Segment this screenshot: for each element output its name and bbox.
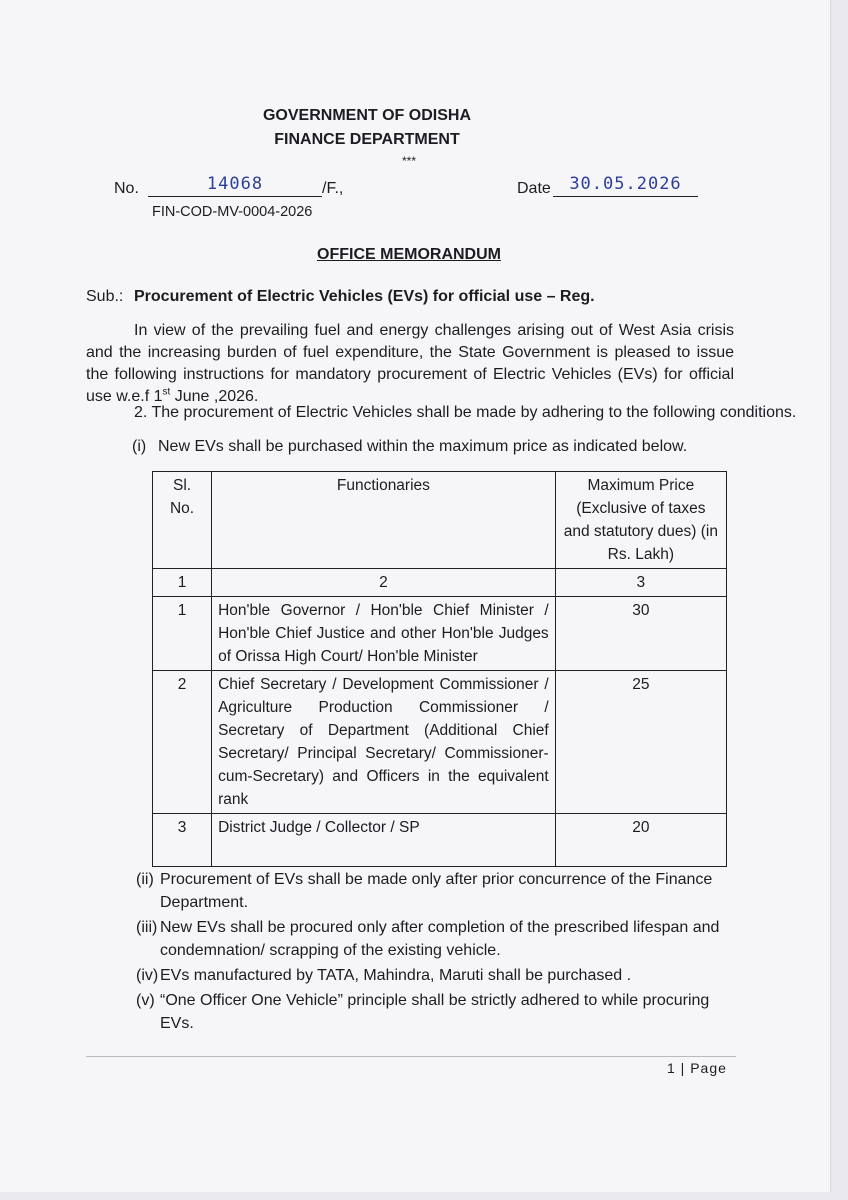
header-max-price: Maximum Price (Exclusive of taxes and statutory dues) (in Rs. Lakh) <box>555 472 726 569</box>
list-item <box>136 916 736 962</box>
column-number: 2 <box>212 569 556 597</box>
list-item-text: New EVs shall be procured only after completion of the prescribed lifespan and condemnation/ scrapping of the existing vehicle. <box>160 919 720 959</box>
list-item <box>136 868 736 914</box>
heading-separator: *** <box>401 154 416 168</box>
row-price: 25 <box>555 671 726 814</box>
paragraph-intro-text: In view of the prevailing fuel and energy challenges arising out of West Asia crisis and the increasing burden of fuel expenditure, the State Government is pleased to issue the following instructions for mandatory procurement of Electric Vehicles (EVs) for official use w.e.f 1 <box>86 322 734 405</box>
page-number: 1 | Page <box>667 1060 727 1076</box>
header-functionaries: Functionaries <box>212 472 556 569</box>
list-item-number: (ii) <box>136 871 154 888</box>
row-functionaries: Chief Secretary / Development Commissioner / Agriculture Production Commissioner / Secretary of Department (Additional Chief Secretary/ Principal Secretary/ Commissioner-cum-Secretary) and Officers in the equivalent rank <box>212 671 556 814</box>
paragraph-intro <box>86 320 734 408</box>
footer-divider <box>86 1056 736 1057</box>
row-functionaries: District Judge / Collector / SP <box>212 814 556 867</box>
date-handwritten: 30.05.2026 <box>553 174 698 197</box>
subject-label: Sub.: <box>86 288 124 305</box>
subject-text: Procurement of Electric Vehicles (EVs) for official use – Reg. <box>134 288 595 305</box>
condition-1-number: (i) <box>132 438 147 455</box>
column-number: 3 <box>555 569 726 597</box>
list-item <box>136 989 736 1035</box>
reference-no-label: No. <box>114 180 139 197</box>
max-price-table <box>152 471 727 867</box>
list-item-number: (iv) <box>136 967 159 984</box>
list-item-text: Procurement of EVs shall be made only after prior concurrence of the Finance Department. <box>160 871 713 911</box>
table-header-row <box>153 472 727 569</box>
table-column-number-row <box>153 569 727 597</box>
condition-1-text: New EVs shall be purchased within the maximum price as indicated below. <box>158 438 688 455</box>
paragraph-conditions: 2. The procurement of Electric Vehicles shall be made by adhering to the following conditions. <box>134 404 797 421</box>
paragraph-intro-end: June ,2026. <box>170 388 259 405</box>
column-number: 1 <box>153 569 212 597</box>
government-heading: GOVERNMENT OF ODISHA <box>262 107 471 124</box>
date-label: Date <box>517 180 551 197</box>
memo-title: OFFICE MEMORANDUM <box>317 246 501 263</box>
department-heading: FINANCE DEPARTMENT <box>274 131 460 148</box>
table-row <box>153 597 727 671</box>
list-item-text: EVs manufactured by TATA, Mahindra, Maruti shall be purchased . <box>160 967 632 984</box>
row-sl: 1 <box>153 597 212 671</box>
conditions-list <box>136 868 736 1037</box>
list-item-number: (iii) <box>136 919 158 936</box>
row-functionaries: Hon'ble Governor / Hon'ble Chief Minister / Hon'ble Chief Justice and other Hon'ble Judges of Orissa High Court/ Hon'ble Minister <box>212 597 556 671</box>
list-item-text: “One Officer One Vehicle” principle shall be strictly adhered to while procuring EVs. <box>160 992 710 1032</box>
row-sl: 2 <box>153 671 212 814</box>
reference-no-suffix: /F., <box>322 180 344 197</box>
reference-no-handwritten: 14068 <box>148 174 322 197</box>
list-item-number: (v) <box>136 992 155 1009</box>
superscript-st: st <box>162 386 171 398</box>
table-row <box>153 671 727 814</box>
header-sl-no: Sl. No. <box>153 472 212 569</box>
list-item <box>136 964 736 987</box>
table-row <box>153 814 727 867</box>
row-sl: 3 <box>153 814 212 867</box>
row-price: 20 <box>555 814 726 867</box>
file-code: FIN-COD-MV-0004-2026 <box>152 204 313 220</box>
row-price: 30 <box>555 597 726 671</box>
